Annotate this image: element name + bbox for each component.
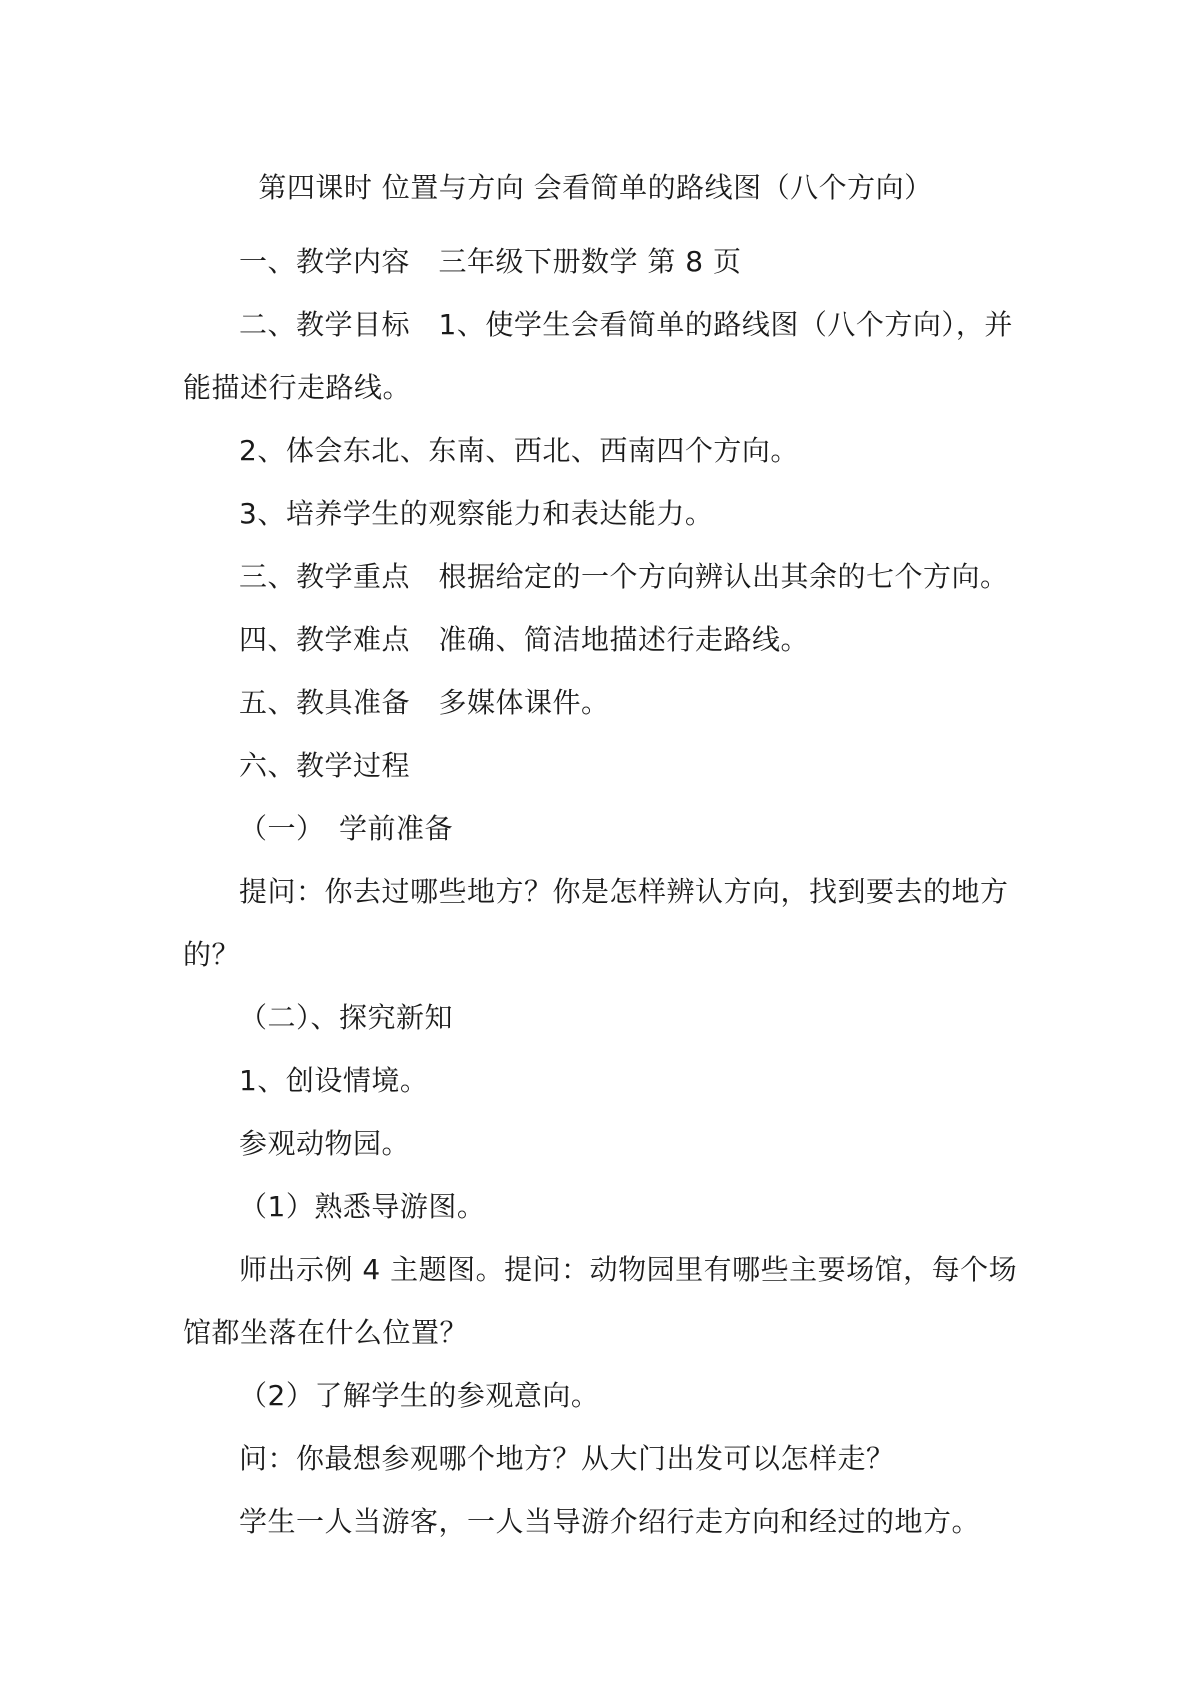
paragraph-section-2: （二）、探究新知: [239, 1001, 454, 1034]
paragraph-goal-2: 2、体会东北、东南、西北、西南四个方向。: [239, 434, 799, 467]
paragraph-zoo-visit: 参观动物园。: [239, 1127, 411, 1160]
paragraph-process-heading: 六、教学过程: [239, 749, 411, 782]
paragraph-teaching-content: 一、教学内容 三年级下册数学 第 8 页: [239, 245, 742, 278]
document-body: [183, 230, 1023, 1553]
paragraph-question: 提问：你去过哪些地方？你是怎样辨认方向，找到要去的地方的？: [183, 875, 1009, 971]
paragraph-example-4: 师出示例 4 主题图。提问：动物园里有哪些主要场馆，每个场馆都坐落在什么位置？: [183, 1253, 1018, 1349]
paragraph-substep-1: （1）熟悉导游图。: [239, 1190, 486, 1223]
paragraph-section-1: （一） 学前准备: [239, 812, 454, 845]
paragraph-goal-3: 3、培养学生的观察能力和表达能力。: [239, 497, 714, 530]
paragraph-role-play: 学生一人当游客，一人当导游介绍行走方向和经过的地方。: [239, 1505, 981, 1538]
paragraph-substep-2: （2）了解学生的参观意向。: [239, 1379, 600, 1412]
paragraph-step-1: 1、创设情境。: [239, 1064, 429, 1097]
document-title: 第四课时 位置与方向 会看简单的路线图（八个方向）: [258, 171, 933, 204]
paragraph-materials: 五、教具准备 多媒体课件。: [239, 686, 610, 719]
paragraph-difficulty: 四、教学难点 准确、简洁地描述行走路线。: [239, 623, 810, 656]
paragraph-question-2: 问：你最想参观哪个地方？从大门出发可以怎样走？: [239, 1442, 895, 1475]
paragraph-key-point: 三、教学重点 根据给定的一个方向辨认出其余的七个方向。: [239, 560, 1009, 593]
paragraph-teaching-goal: 二、教学目标 1、使学生会看简单的路线图（八个方向），并能描述行走路线。: [183, 308, 1013, 404]
